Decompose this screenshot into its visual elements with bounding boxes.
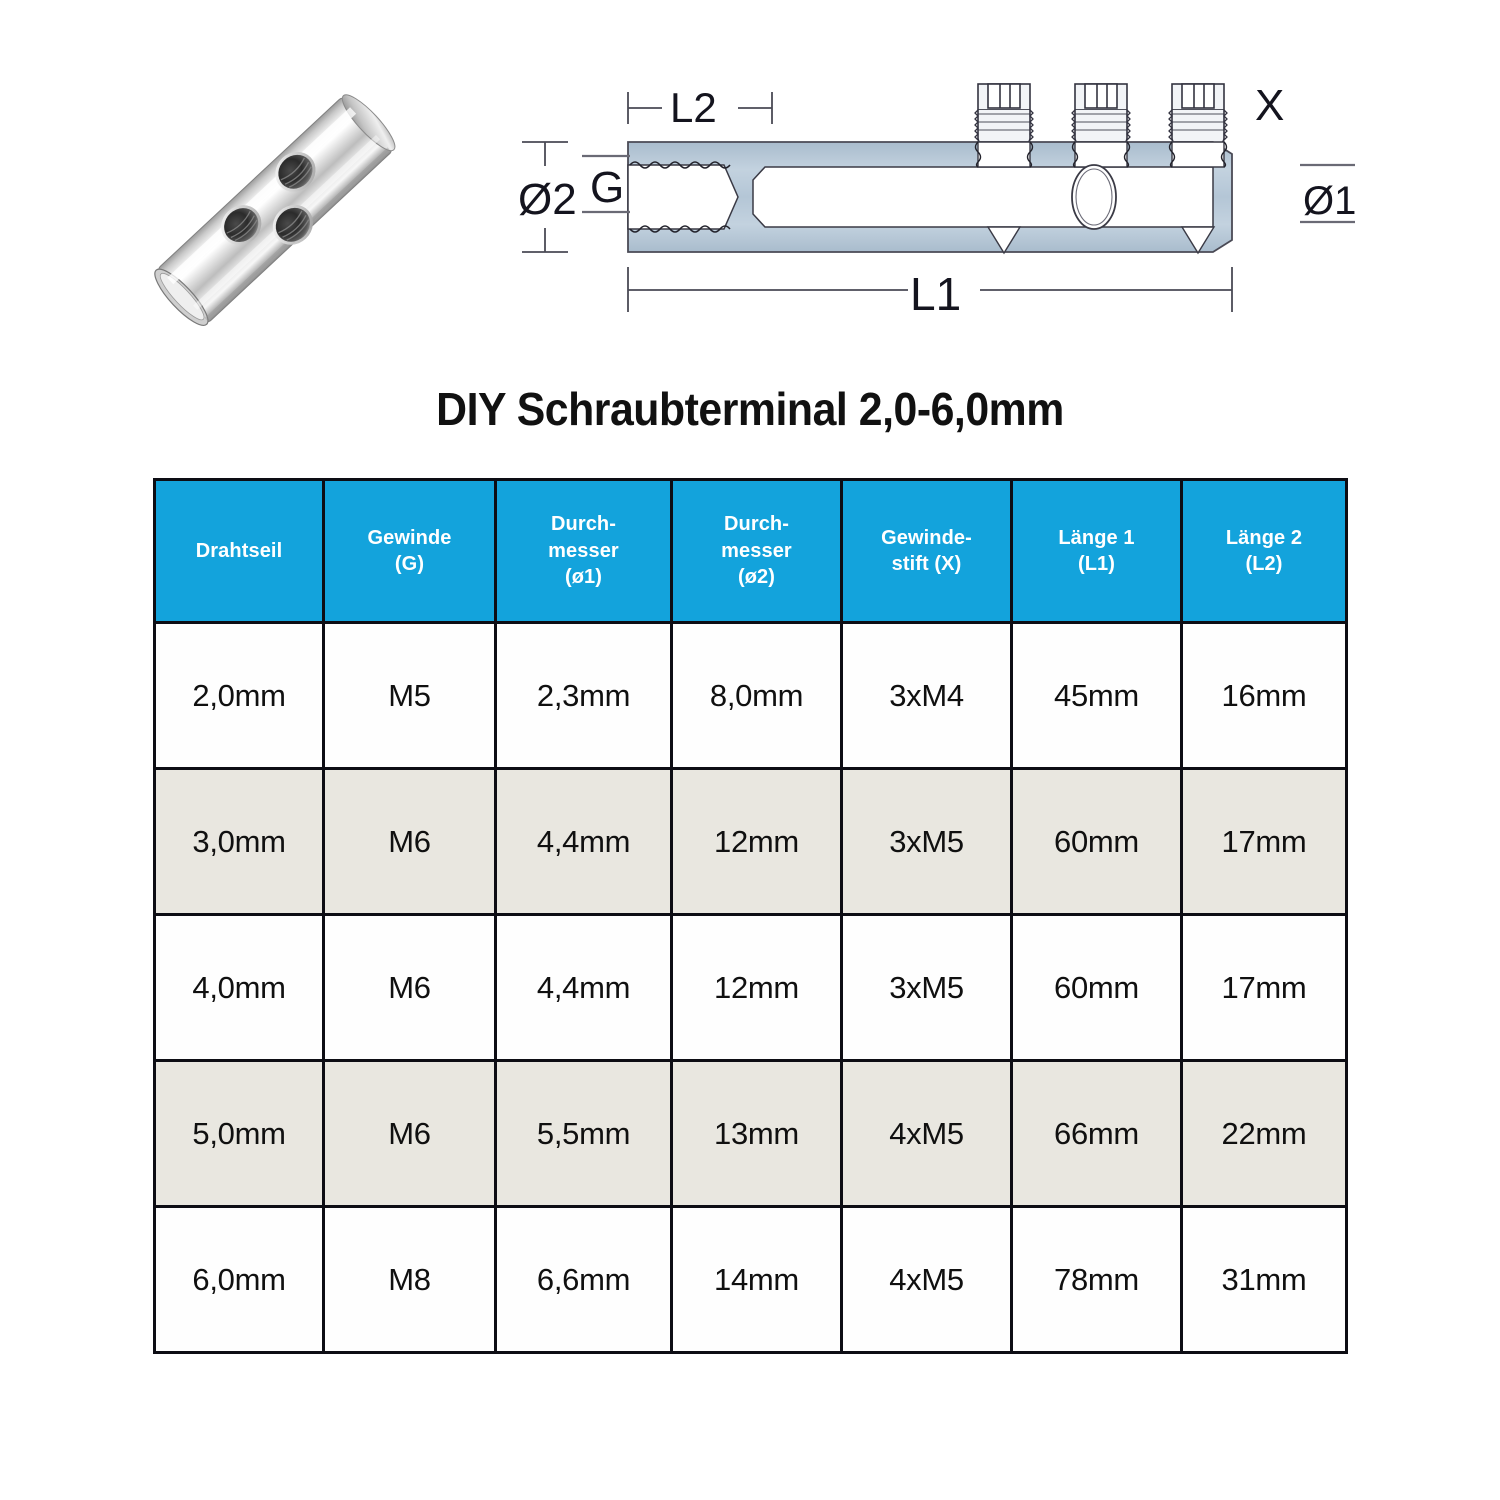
column-header-drahtseil <box>155 480 324 623</box>
label-g: G <box>590 163 625 212</box>
cell-drahtseil: 4,0mm <box>155 915 324 1061</box>
table-row <box>155 1061 1347 1207</box>
cell-gewindestift: 3xM5 <box>842 915 1012 1061</box>
cell-durchmesser-1: 4,4mm <box>496 915 672 1061</box>
header-line: Durch- <box>550 513 617 536</box>
header-line: messer <box>721 539 792 562</box>
header-line: Durch- <box>723 513 790 536</box>
cell-gewinde: M5 <box>324 623 496 769</box>
cell-laenge-1: 60mm <box>1012 769 1182 915</box>
cell-gewindestift: 4xM5 <box>842 1207 1012 1353</box>
cell-durchmesser-2: 12mm <box>672 769 842 915</box>
terminal-body <box>628 142 1232 253</box>
cell-laenge-2: 31mm <box>1182 1207 1347 1353</box>
cell-durchmesser-1: 5,5mm <box>496 1061 672 1207</box>
cell-durchmesser-2: 13mm <box>672 1061 842 1207</box>
cell-durchmesser-1: 6,6mm <box>496 1207 672 1353</box>
label-l2: L2 <box>670 84 717 131</box>
cell-durchmesser-2: 12mm <box>672 915 842 1061</box>
cell-gewindestift: 3xM4 <box>842 623 1012 769</box>
cell-gewinde: M8 <box>324 1207 496 1353</box>
table-row <box>155 769 1347 915</box>
cell-laenge-1: 60mm <box>1012 915 1182 1061</box>
column-header-durchmesser-1 <box>496 480 672 623</box>
technical-drawing-svg <box>510 62 1380 347</box>
product-photo <box>120 55 430 365</box>
label-d1: Ø1 <box>1303 179 1357 223</box>
header-line: (L1) <box>1077 553 1116 575</box>
column-header-gewinde <box>324 480 496 623</box>
column-header-laenge-2 <box>1182 480 1347 623</box>
header-line: (G) <box>394 553 425 575</box>
header-line: messer <box>548 539 619 562</box>
label-setscrew: X <box>1255 81 1285 130</box>
cell-laenge-1: 66mm <box>1012 1061 1182 1207</box>
header-line: (ø2) <box>737 566 776 589</box>
column-header-gewindestift <box>842 480 1012 623</box>
cell-laenge-2: 22mm <box>1182 1061 1347 1207</box>
page-title: DIY Schraubterminal 2,0-6,0mm <box>436 383 1064 435</box>
cell-durchmesser-2: 8,0mm <box>672 623 842 769</box>
cell-drahtseil: 5,0mm <box>155 1061 324 1207</box>
cell-laenge-1: 45mm <box>1012 623 1182 769</box>
cell-laenge-2: 17mm <box>1182 769 1347 915</box>
cell-laenge-2: 16mm <box>1182 623 1347 769</box>
cell-durchmesser-1: 2,3mm <box>496 623 672 769</box>
label-d2: Ø2 <box>518 175 577 224</box>
header-line: Länge 1 <box>1058 526 1135 549</box>
header-line: stift (X) <box>891 553 962 575</box>
header-line: (L2) <box>1245 553 1283 575</box>
cell-gewindestift: 4xM5 <box>842 1061 1012 1207</box>
cell-durchmesser-2: 14mm <box>672 1207 842 1353</box>
table-row <box>155 1207 1347 1353</box>
column-header-durchmesser-2 <box>672 480 842 623</box>
table-row <box>155 915 1347 1061</box>
cell-drahtseil: 3,0mm <box>155 769 324 915</box>
header-line: Gewinde- <box>881 526 972 549</box>
cell-gewinde: M6 <box>324 769 496 915</box>
cell-drahtseil: 6,0mm <box>155 1207 324 1353</box>
header-line: Länge 2 <box>1225 526 1303 549</box>
label-l1: L1 <box>910 268 962 320</box>
cell-gewinde: M6 <box>324 915 496 1061</box>
cell-laenge-2: 17mm <box>1182 915 1347 1061</box>
cell-durchmesser-1: 4,4mm <box>496 769 672 915</box>
cell-gewindestift: 3xM5 <box>842 769 1012 915</box>
column-header-laenge-1 <box>1012 480 1182 623</box>
header-line: (ø1) <box>564 566 603 589</box>
table-header-row <box>155 480 1347 623</box>
header-line: Drahtseil <box>195 539 283 562</box>
header-illustration-area <box>0 0 1500 370</box>
header-line: Gewinde <box>367 526 452 549</box>
cell-laenge-1: 78mm <box>1012 1207 1182 1353</box>
cell-gewinde: M6 <box>324 1061 496 1207</box>
specification-table <box>153 478 1348 1354</box>
cell-drahtseil: 2,0mm <box>155 623 324 769</box>
table-row <box>155 623 1347 769</box>
screw-terminal-photo-svg <box>120 55 430 365</box>
technical-drawing <box>510 62 1380 347</box>
